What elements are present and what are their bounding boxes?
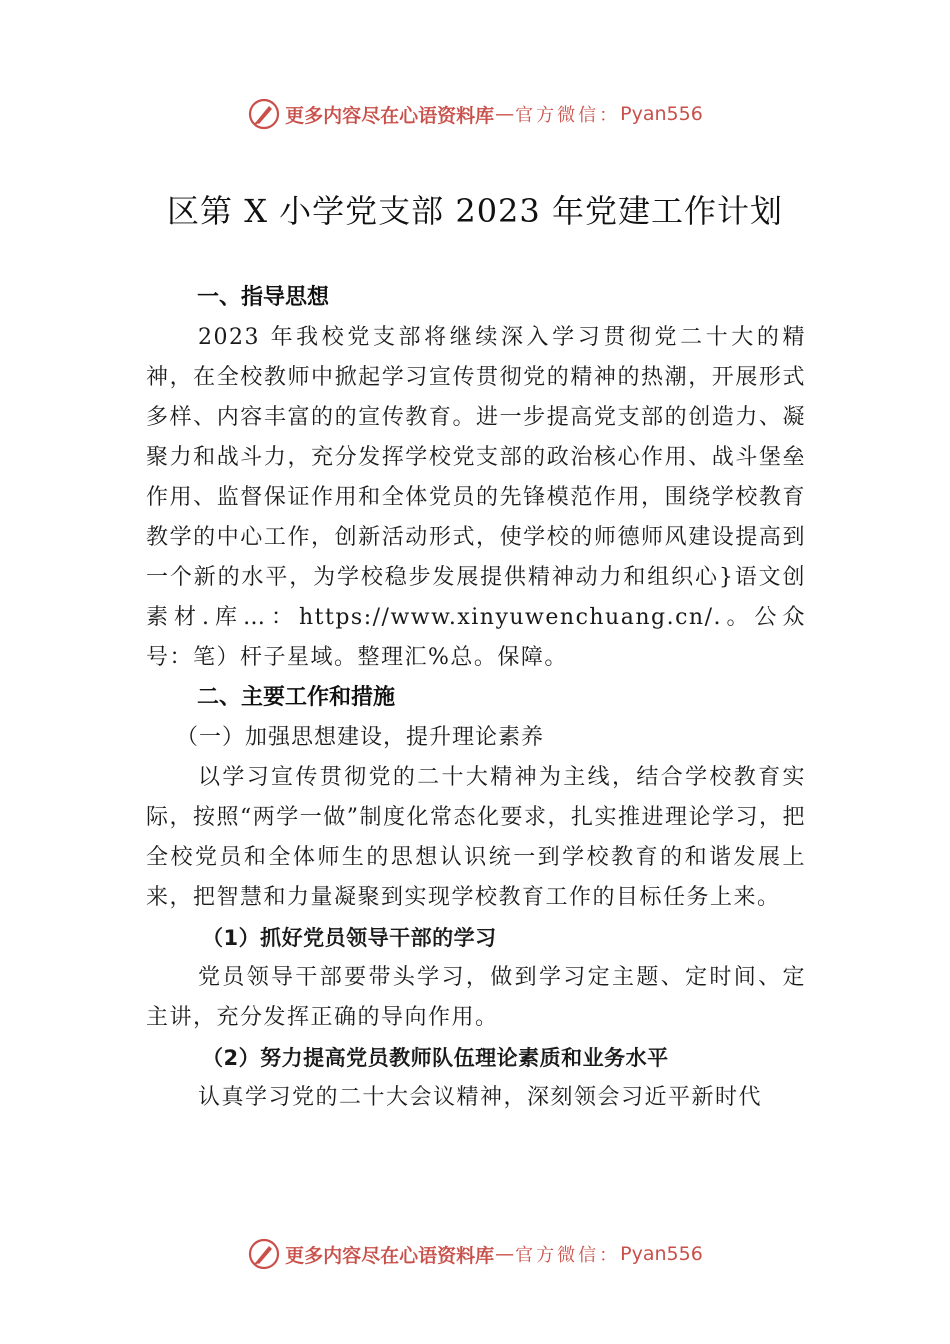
- watermark-dash: —: [495, 103, 515, 125]
- quill-pen-icon: [247, 97, 281, 131]
- watermark-dash: —: [495, 1243, 515, 1265]
- subsection-heading-ideological-building: （一）加强思想建设，提升理论素养: [176, 725, 545, 750]
- document-body: [146, 278, 806, 1118]
- header-watermark: [0, 94, 950, 134]
- section-heading-guiding-ideology: 一、指导思想: [197, 285, 330, 310]
- paragraph-leader-study: 党员领导干部要带头学习，做到学习定主题、定时间、定主讲，充分发挥正确的导向作用。: [146, 965, 806, 1030]
- item-heading-teacher-quality: （2）努力提高党员教师队伍理论素质和业务水平: [202, 1046, 669, 1070]
- item-heading-leader-study: （1）抓好党员领导干部的学习: [202, 926, 497, 950]
- quill-pen-icon: [247, 1237, 281, 1271]
- paragraph-guiding-ideology: 2023 年我校党支部将继续深入学习贯彻党二十大的精神，在全校教师中掀起学习宣传贯彻党的精神的热潮，开展形式多样、内容丰富的的宣传教育。进一步提高党支部的创造力、凝聚力和战斗力，充分发挥学校党支部的政治核心作用、战斗堡垒作用、监督保证作用和全体党员的先锋模范作用，围绕学校教育教学的中心工作，创新活动形式，使学校的师德师风建设提高到一个新的水平，为学校稳步发展提供精神动力和组织心}语文创素材.库…：https://www.xinyuwenchuang.cn/.。公众号：笔）杆子星域。整理汇%总。保障。: [146, 325, 806, 670]
- watermark-contact-label: 官方微信：: [515, 105, 621, 126]
- watermark-brand: 更多内容尽在心语资料库: [285, 104, 495, 127]
- section-heading-main-work: 二、主要工作和措施: [197, 685, 396, 710]
- watermark-contact-label: 官方微信：: [515, 1245, 621, 1266]
- watermark-brand: 更多内容尽在心语资料库: [285, 1244, 495, 1267]
- footer-watermark: [0, 1234, 950, 1274]
- paragraph-teacher-quality: 认真学习党的二十大会议精神，深刻领会习近平新时代: [198, 1085, 763, 1110]
- watermark-wechat-id: Pyan556: [620, 1243, 703, 1265]
- document-title: 区第 X 小学党支部 2023 年党建工作计划: [167, 192, 783, 230]
- paragraph-ideological-building: 以学习宣传贯彻党的二十大精神为主线，结合学校教育实际，按照“两学一做”制度化常态化要求，扎实推进理论学习，把全校党员和全体师生的思想认识统一到学校教育的和谐发展上来，把智慧和力量凝聚到实现学校教育工作的目标任务上来。: [146, 765, 806, 910]
- watermark-wechat-id: Pyan556: [620, 103, 703, 125]
